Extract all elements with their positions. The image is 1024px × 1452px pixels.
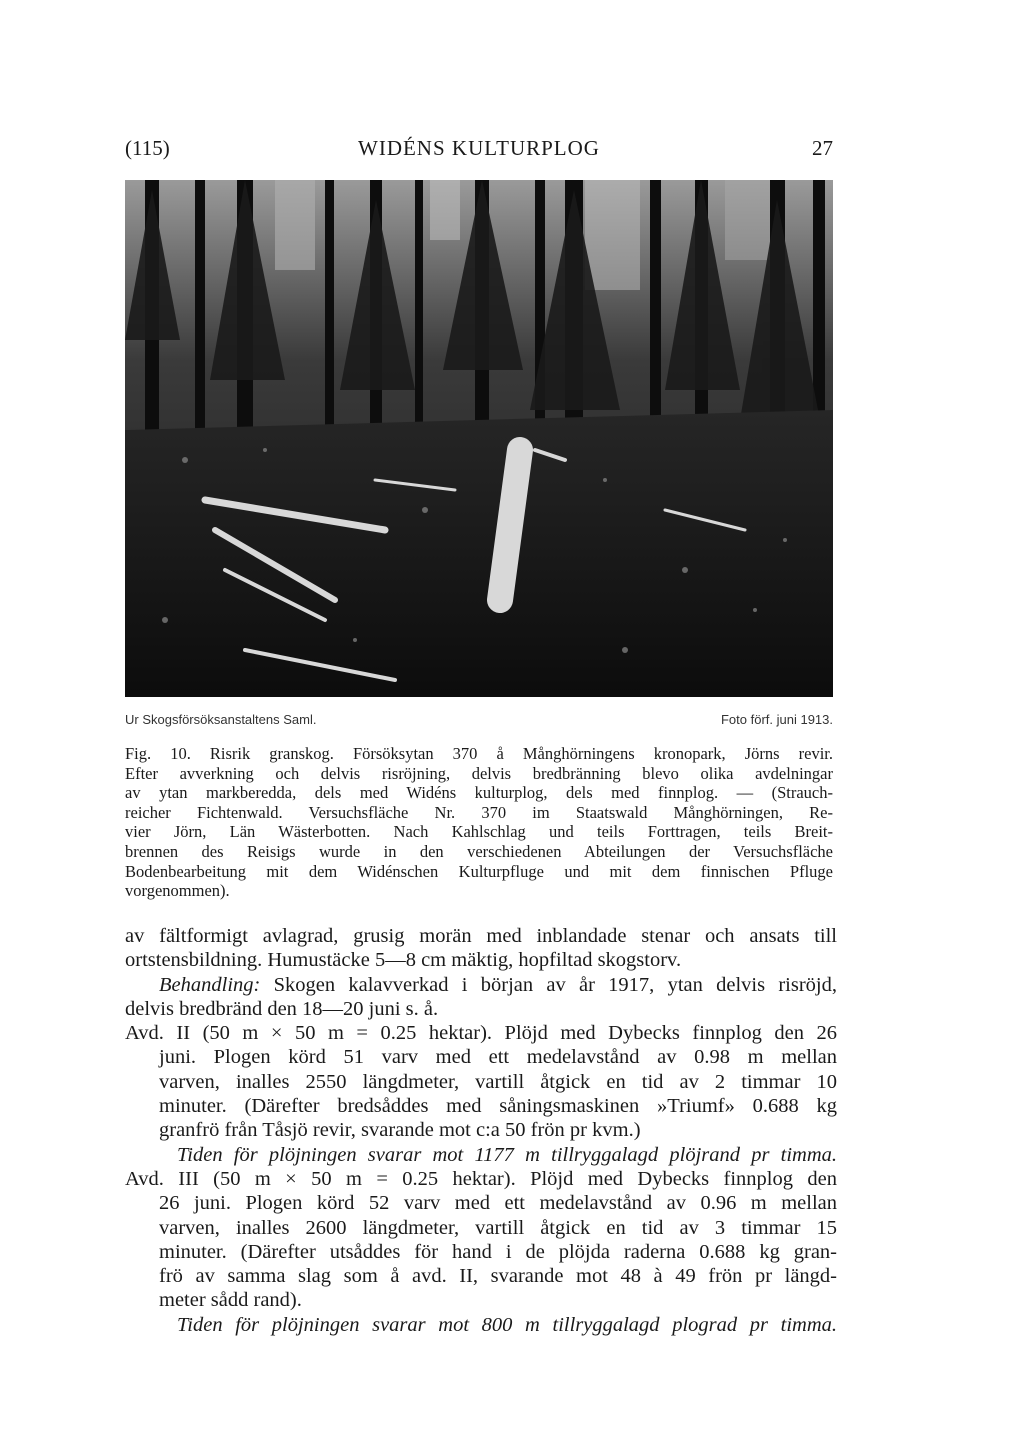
avd2-line: juni. Plogen körd 51 varv med ett medelavstånd av 0.98 m mellan [159,1046,837,1069]
figure-caption [125,744,833,901]
caption-line: vier Jörn, Län Wästerbotten. Nach Kahlschlag und teils Forttragen, teils Breit- [125,822,833,842]
avd2-result: Tiden för plöjningen svarar mot 1177 m tillryggalagd plöjrand pr timma. [177,1143,837,1166]
body-line: av fältformigt avlagrad, grusig morän med inblandade stenar och ansats till [125,925,837,947]
page-number: 27 [812,136,833,160]
photo-illustration [125,180,833,697]
photo-credits [125,712,833,732]
avd3-line: frö av samma slag som å avd. II, svarande mot 48 à 49 frön pr längd- [159,1265,837,1288]
avd3-result: Tiden för plöjningen svarar mot 800 m tillryggalagd plograd pr timma. [177,1313,837,1336]
caption-line: vorgenommen). [125,881,230,901]
page-reference: (115) [125,136,170,160]
forest-photograph [125,180,833,697]
caption-line: Bodenbearbeitung mit dem Widénschen Kulturpfluge und mit dem finnischen Pfluge [125,861,833,881]
caption-line: brennen des Reisigs wurde in den verschiedenen Abteilungen der Versuchsfläche [125,841,833,861]
behandling-line [125,973,837,997]
photo-source: Ur Skogsförsöksanstaltens Saml. [125,712,317,727]
avd2-line: minuter. (Därefter bredsåddes med såningsmaskinen »Triumf» 0.688 kg [159,1095,837,1118]
body-line: delvis bredbränd den 18—20 juni s. å. [125,997,439,1020]
body-text [125,924,837,1337]
body-line: ortstensbildning. Humustäcke 5—8 cm mäktig, hopfiltad skogstorv. [125,949,682,972]
avd2-line: varven, inalles 2550 längdmeter, vartill åtgick en tid av 2 timmar 10 [159,1070,837,1093]
avd2-line: granfrö från Tåsjö revir, svarande mot c:a 50 frön pr kvm.) [159,1119,641,1142]
photo-credit: Foto förf. juni 1913. [720,712,833,727]
avd2-line: Avd. II (50 m × 50 m = 0.25 hektar). Plöjd med Dybecks finnplog den 26 [125,1022,837,1045]
avd3-line: meter sådd rand). [159,1289,302,1312]
caption-line: reicher Fichtenwald. Versuchsfläche Nr. 370 im Staatswald Månghörningen, Re- [125,802,833,822]
running-title: WIDÉNS KULTURPLOG [358,136,600,160]
caption-line: Efter avverkning och delvis risröjning, delvis bredbränning blevo olika avdelningar [125,763,833,783]
behandling-label: Behandling: [159,973,261,996]
avd3-line: varven, inalles 2600 längdmeter, vartill åtgick en tid av 3 timmar 15 [159,1216,837,1239]
running-head [125,136,833,166]
caption-line: av ytan markberedda, dels med Widéns kulturplog, dels med finnplog. — (Strauch- [125,783,833,803]
avd3-line: minuter. (Därefter utsåddes för hand i de plöjda raderna 0.688 kg gran- [159,1240,837,1263]
avd3-line: Avd. III (50 m × 50 m = 0.25 hektar). Plöjd med Dybecks finnplog den [125,1167,837,1190]
caption-line: Fig. 10. Risrik granskog. Försöksytan 370 å Månghörningens kronopark, Jörns revir. [125,744,833,763]
avd3-line: 26 juni. Plogen körd 52 varv med ett medelavstånd av 0.96 m mellan [159,1192,837,1215]
behandling-text: Skogen kalavverkad i början av år 1917, ytan delvis risröjd, [260,973,837,996]
